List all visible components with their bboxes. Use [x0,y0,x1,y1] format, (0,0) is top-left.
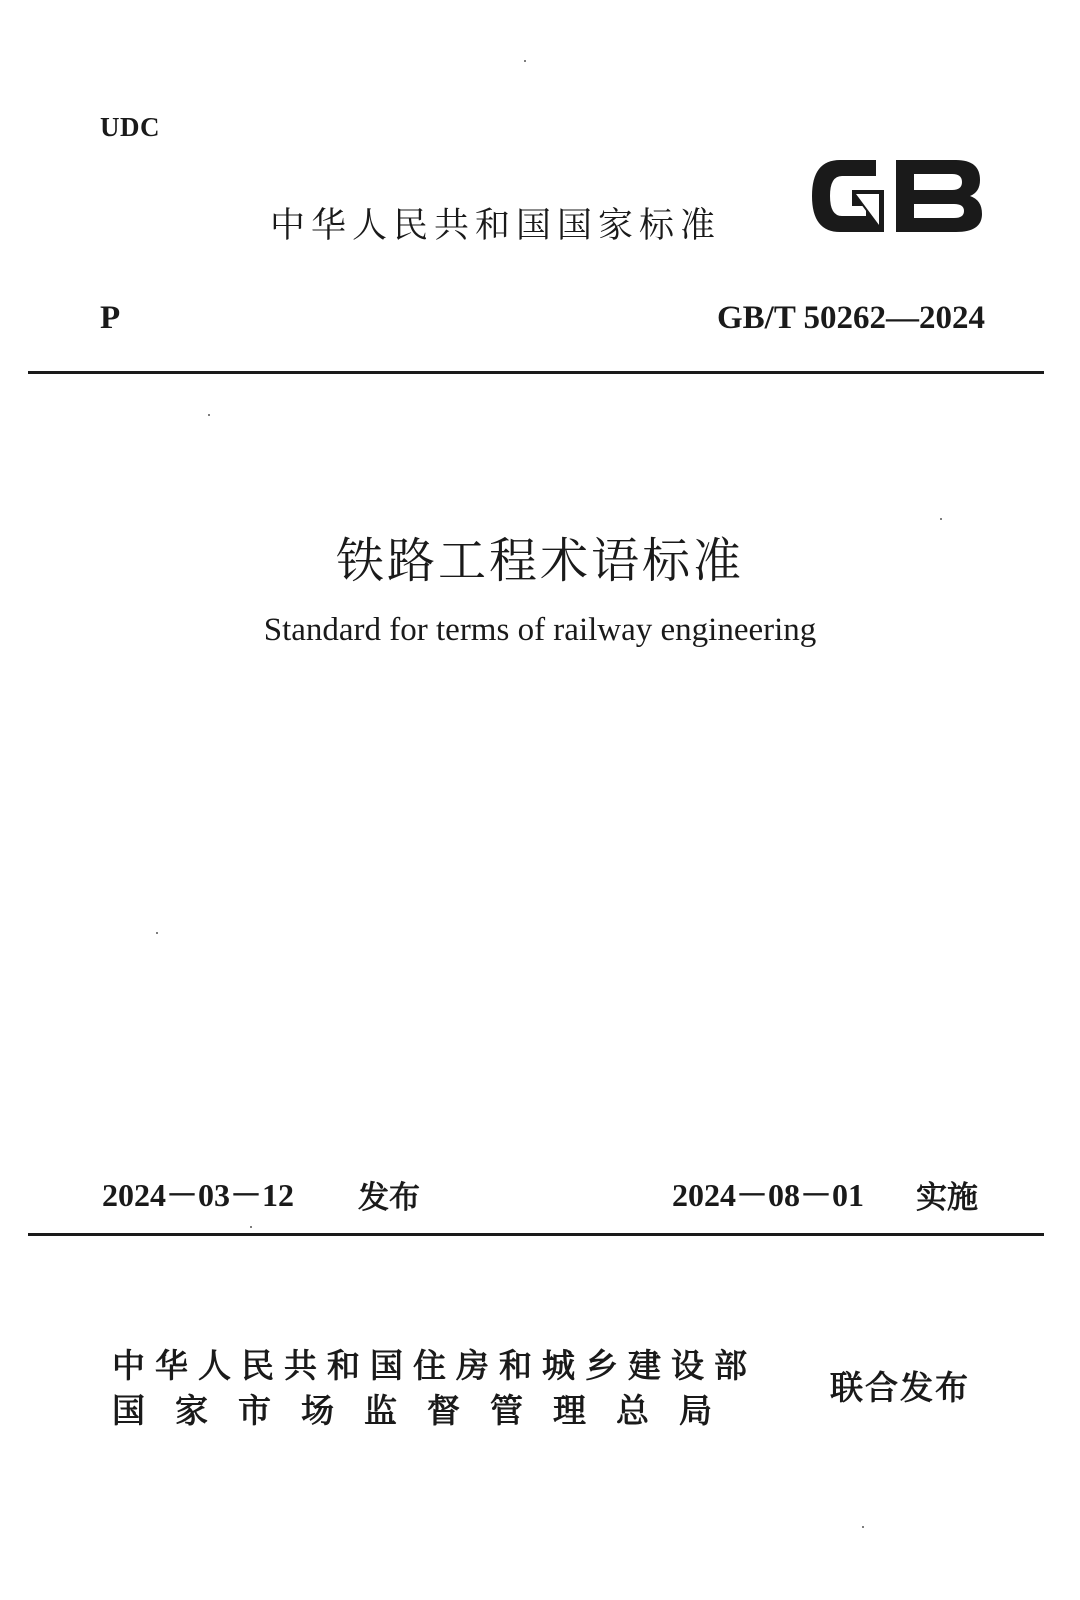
scan-speck [156,932,158,934]
issuer-administration: 国家市场监督管理总局 [112,1391,742,1430]
issuer-ministry: 中华人民共和国住房和城乡建设部 [112,1346,757,1385]
scan-speck [862,1526,864,1528]
classification-code: P [100,300,121,336]
udc-label: UDC [100,112,160,142]
standard-number: GB/T 50262—2024 [716,300,985,336]
title-chinese: 铁路工程术语标准 [335,533,744,589]
joint-release-label: 联合发布 [830,1368,970,1407]
top-divider [28,371,1044,374]
implementation-label: 实施 [916,1180,978,1216]
bottom-divider [28,1233,1044,1236]
implementation-date: 2024－08－01 [672,1177,865,1213]
issue-label: 发布 [358,1180,420,1216]
title-english: Standard for terms of railway engineering [263,612,817,648]
scan-speck [940,518,942,520]
issue-date: 2024－03－12 [102,1177,295,1213]
scan-speck [524,60,526,62]
gb-logo [806,150,986,242]
scan-speck [208,414,210,416]
scan-speck [250,1226,252,1228]
national-standard-heading: 中华人民共和国国家标准 [270,206,722,246]
